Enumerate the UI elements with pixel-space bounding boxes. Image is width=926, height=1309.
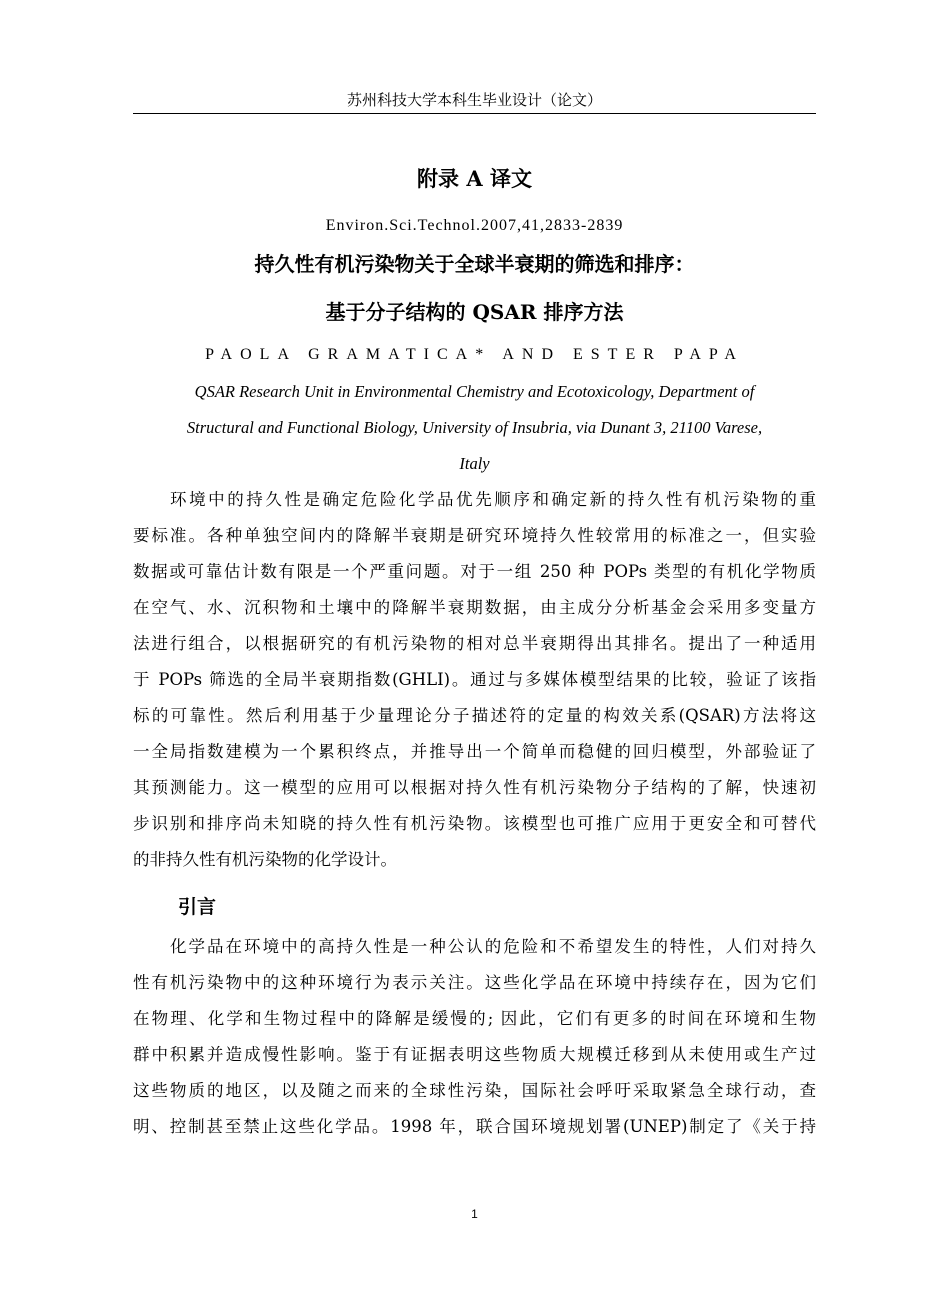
header-rule bbox=[133, 113, 816, 114]
abstract-line: 数据或可靠估计数有限是一个严重问题。对于一组 250 种 POPs 类型的有机化学物质 bbox=[133, 562, 816, 581]
abstract-line: 一全局指数建模为一个累积终点，并推导出一个简单而稳健的回归模型，外部验证了 bbox=[133, 742, 816, 761]
intro-line: 化学品在环境中的高持久性是一种公认的危险和不希望发生的特性，人们对持久 bbox=[170, 937, 816, 956]
intro-line: 群中积累并造成慢性影响。鉴于有证据表明这些物质大规模迁移到从未使用或生产过 bbox=[133, 1045, 816, 1064]
abstract-line: 要标准。各种单独空间内的降解半衰期是研究环境持久性较常用的标准之一，但实验 bbox=[133, 526, 816, 545]
citation: Environ.Sci.Technol.2007,41,2833-2839 bbox=[325, 217, 624, 234]
intro-line: 性有机污染物中的这种环境行为表示关注。这些化学品在环境中持续存在，因为它们 bbox=[133, 973, 816, 992]
page-header: 苏州科技大学本科生毕业设计（论文） bbox=[346, 91, 602, 109]
appendix-title: 附录 A 译文 bbox=[417, 166, 532, 191]
affiliation-line-3: Italy bbox=[459, 454, 490, 473]
abstract-line: 环境中的持久性是确定危险化学品优先顺序和确定新的持久性有机污染物的重 bbox=[170, 490, 816, 509]
authors: PAOLA GRAMATICA* AND ESTER PAPA bbox=[205, 346, 744, 363]
abstract-line: 于 POPs 筛选的全局半衰期指数(GHLI)。通过与多媒体模型结果的比较，验证了该指 bbox=[133, 670, 816, 689]
intro-line: 明、控制甚至禁止这些化学品。1998 年，联合国环境规划署(UNEP)制定了《关于持 bbox=[133, 1117, 816, 1136]
intro-line: 在物理、化学和生物过程中的降解是缓慢的; 因此，它们有更多的时间在环境和生物 bbox=[133, 1009, 816, 1028]
paper-title-line-1: 持久性有机污染物关于全球半衰期的筛选和排序： bbox=[254, 252, 695, 276]
affiliation-line-1: QSAR Research Unit in Environmental Chemistry and Ecotoxicology, Department of bbox=[194, 382, 755, 401]
abstract-line: 法进行组合，以根据研究的有机污染物的相对总半衰期得出其排名。提出了一种适用 bbox=[133, 634, 816, 653]
section-heading-introduction: 引言 bbox=[178, 896, 217, 918]
abstract-line: 步识别和排序尚未知晓的持久性有机污染物。该模型也可推广应用于更安全和可替代 bbox=[133, 814, 816, 833]
abstract-line: 在空气、水、沉积物和土壤中的降解半衰期数据，由主成分分析基金会采用多变量方 bbox=[133, 598, 816, 617]
abstract-line: 标的可靠性。然后利用基于少量理论分子描述符的定量的构效关系(QSAR)方法将这 bbox=[133, 706, 816, 725]
abstract-line: 其预测能力。这一模型的应用可以根据对持久性有机污染物分子结构的了解，快速初 bbox=[133, 778, 816, 797]
intro-line: 这些物质的地区，以及随之而来的全球性污染，国际社会呼吁采取紧急全球行动，查 bbox=[133, 1081, 816, 1100]
page-number: 1 bbox=[471, 1207, 478, 1221]
abstract-line: 的非持久性有机污染物的化学设计。 bbox=[133, 850, 397, 869]
affiliation-line-2: Structural and Functional Biology, University of Insubria, via Dunant 3, 21100 Varese, bbox=[186, 418, 763, 437]
paper-title-line-2: 基于分子结构的 QSAR 排序方法 bbox=[325, 300, 624, 324]
